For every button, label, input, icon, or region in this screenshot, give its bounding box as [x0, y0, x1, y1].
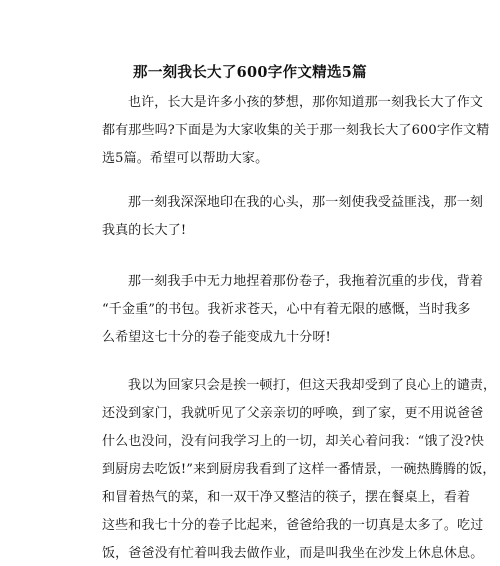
paragraph-2	[102, 189, 484, 245]
paragraph-line: 还没到家门，我就听见了父亲亲切的呼唤，到了家，更不用说爸爸	[102, 406, 484, 421]
paragraph-line: 我真的长大了!	[102, 223, 187, 238]
paragraph-3	[102, 268, 484, 352]
paragraph-line: 和冒着热气的菜，和一双干净又整洁的筷子，摆在餐桌上，看着	[102, 490, 471, 505]
paragraph-line: 那一刻我手中无力地捏着那份卷子，我拖着沉重的步伐，背着	[128, 274, 484, 289]
paragraph-intro	[102, 89, 490, 173]
paragraph-line: 那一刻我深深地印在我的心头，那一刻使我受益匪浅，那一刻	[128, 195, 484, 210]
paragraph-line: 选5篇。希望可以帮助大家。	[102, 151, 269, 166]
paragraph-line: 都有那些吗?下面是为大家收集的关于那一刻我长大了600字作文精	[102, 123, 490, 138]
paragraph-line: 我以为回家只会是挨一顿打，但这天我却受到了良心上的谴责，	[128, 378, 497, 393]
document-title: 那一刻我长大了600字作文精选5篇	[133, 64, 367, 81]
paragraph-line: 么希望这七十分的卷子能变成九十分呀!	[102, 330, 331, 345]
paragraph-line: “千金重”的书包。我祈求苍天，心中有着无限的感慨，当时我多	[102, 302, 471, 317]
paragraph-line: 也许，长大是许多小孩的梦想，那你知道那一刻我长大了作文	[128, 95, 484, 110]
paragraph-4	[102, 372, 497, 566]
paragraph-line: 到厨房去吃饭!”来到厨房我看到了这样一番情景，一碗热腾腾的饭，	[102, 462, 496, 477]
paragraph-line: 饭，爸爸没有忙着叫我去做作业，而是叫我坐在沙发上休息休息。	[102, 546, 484, 561]
paragraph-line: 什么也没问，没有问我学习上的一切，却关心着问我：“饿了没?快	[102, 434, 485, 449]
paragraph-line: 这些和我七十分的卷子比起来，爸爸给我的一切真是太多了。吃过	[102, 518, 484, 533]
